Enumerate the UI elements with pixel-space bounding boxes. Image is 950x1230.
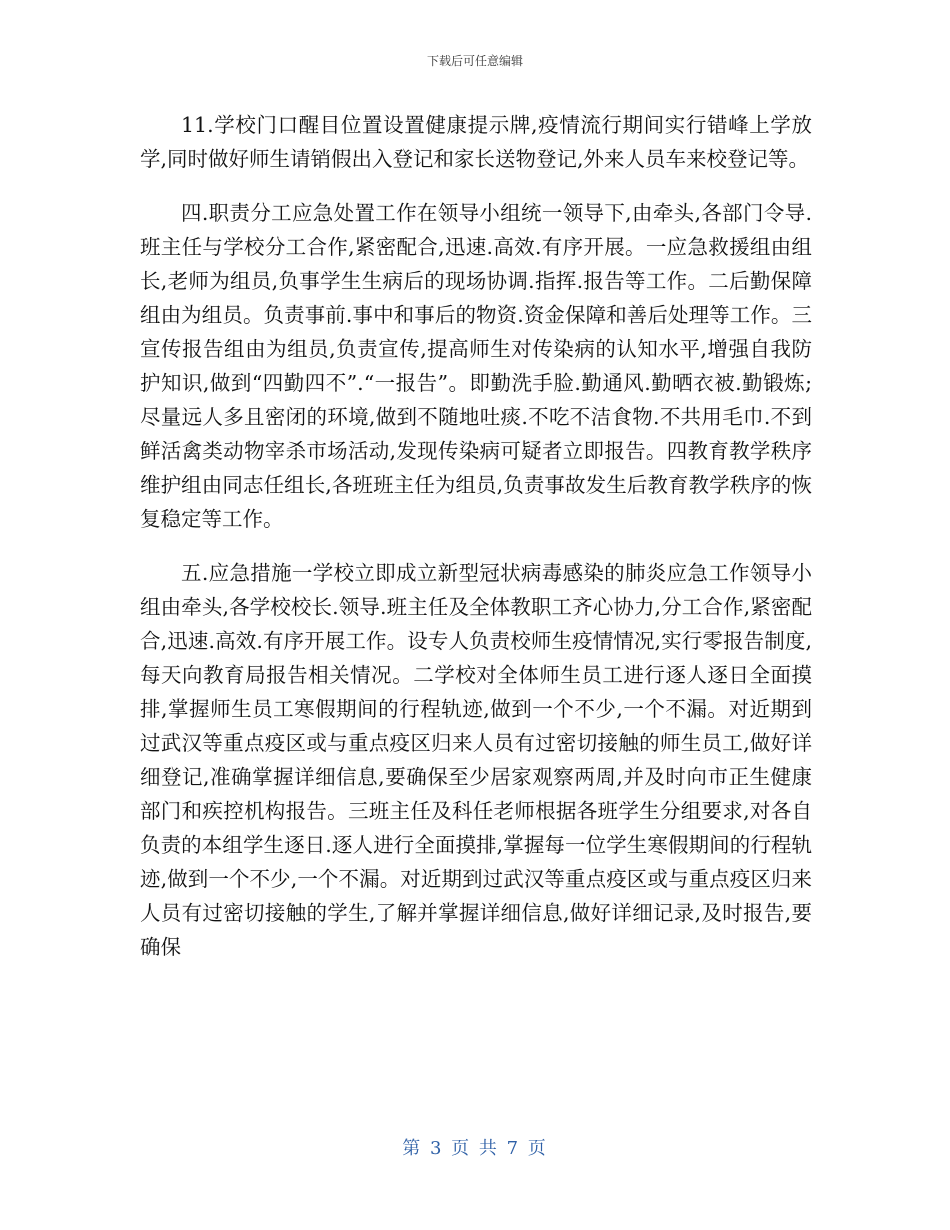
paragraph-item-11: 11.学校门口醒目位置设置健康提示牌,疫情流行期间实行错峰上学放学,同时做好师生请销假出入登记和家长送物登记,外来人员车来校登记等。	[140, 113, 812, 171]
paragraph-section-4-duties: 四.职责分工应急处置工作在领导小组统一领导下,由牵头,各部门令导.班主任与学校分工合作,紧密配合,迅速.高效.有序开展。一应急救援组由组长,老师为组员,负事学生生病后的现场协调.指挥.报告等工作。二后勤保障组由为组员。负责事前.事中和事后的物资.资金保障和善后处理等工作。三宣传报告组由为组员,负责宣传,提高师生对传染病的认知水平,增强自我防护知识,做到“四勤四不”.“一报告”。即勤洗手脸.勤通风.勤晒衣被.勤锻炼;尽量远人多且密闭的环境,做到不随地吐痰.不吃不洁食物.不共用毛巾.不到鲜活禽类动物宰杀市场活动,发现传染病可疑者立即报告。四教育教学秩序维护组由同志任组长,各班班主任为组员,负责事故发生后教育教学秩序的恢复稳定等工作。	[140, 201, 812, 531]
paragraph-section-5-measures: 五.应急措施一学校立即成立新型冠状病毒感染的肺炎应急工作领导小组由牵头,各学校校长.领导.班主任及全体教职工齐心协力,分工合作,紧密配合,迅速.高效.有序开展工作。设专人负责校师生疫情情况,实行零报告制度,每天向教育局报告相关情况。二学校对全体师生员工进行逐人逐日全面摸排,掌握师生员工寒假期间的行程轨迹,做到一个不少,一个不漏。对近期到过武汉等重点疫区或与重点疫区归来人员有过密切接触的师生员工,做好详细登记,准确掌握详细信息,要确保至少居家观察两周,并及时向市正生健康部门和疾控机构报告。三班主任及科任老师根据各班学生分组要求,对各自负责的本组学生逐日.逐人进行全面摸排,掌握每一位学生寒假期间的行程轨迹,做到一个不少,一个不漏。对近期到过武汉等重点疫区或与重点疫区归来人员有过密切接触的学生,了解并掌握详细信息,做好详细记录,及时报告,要确保	[140, 561, 812, 959]
page-number-footer: 第 3 页 共 7 页	[402, 1138, 548, 1159]
page-header-note: 下载后可任意编辑	[426, 54, 523, 68]
document-body	[140, 108, 812, 984]
